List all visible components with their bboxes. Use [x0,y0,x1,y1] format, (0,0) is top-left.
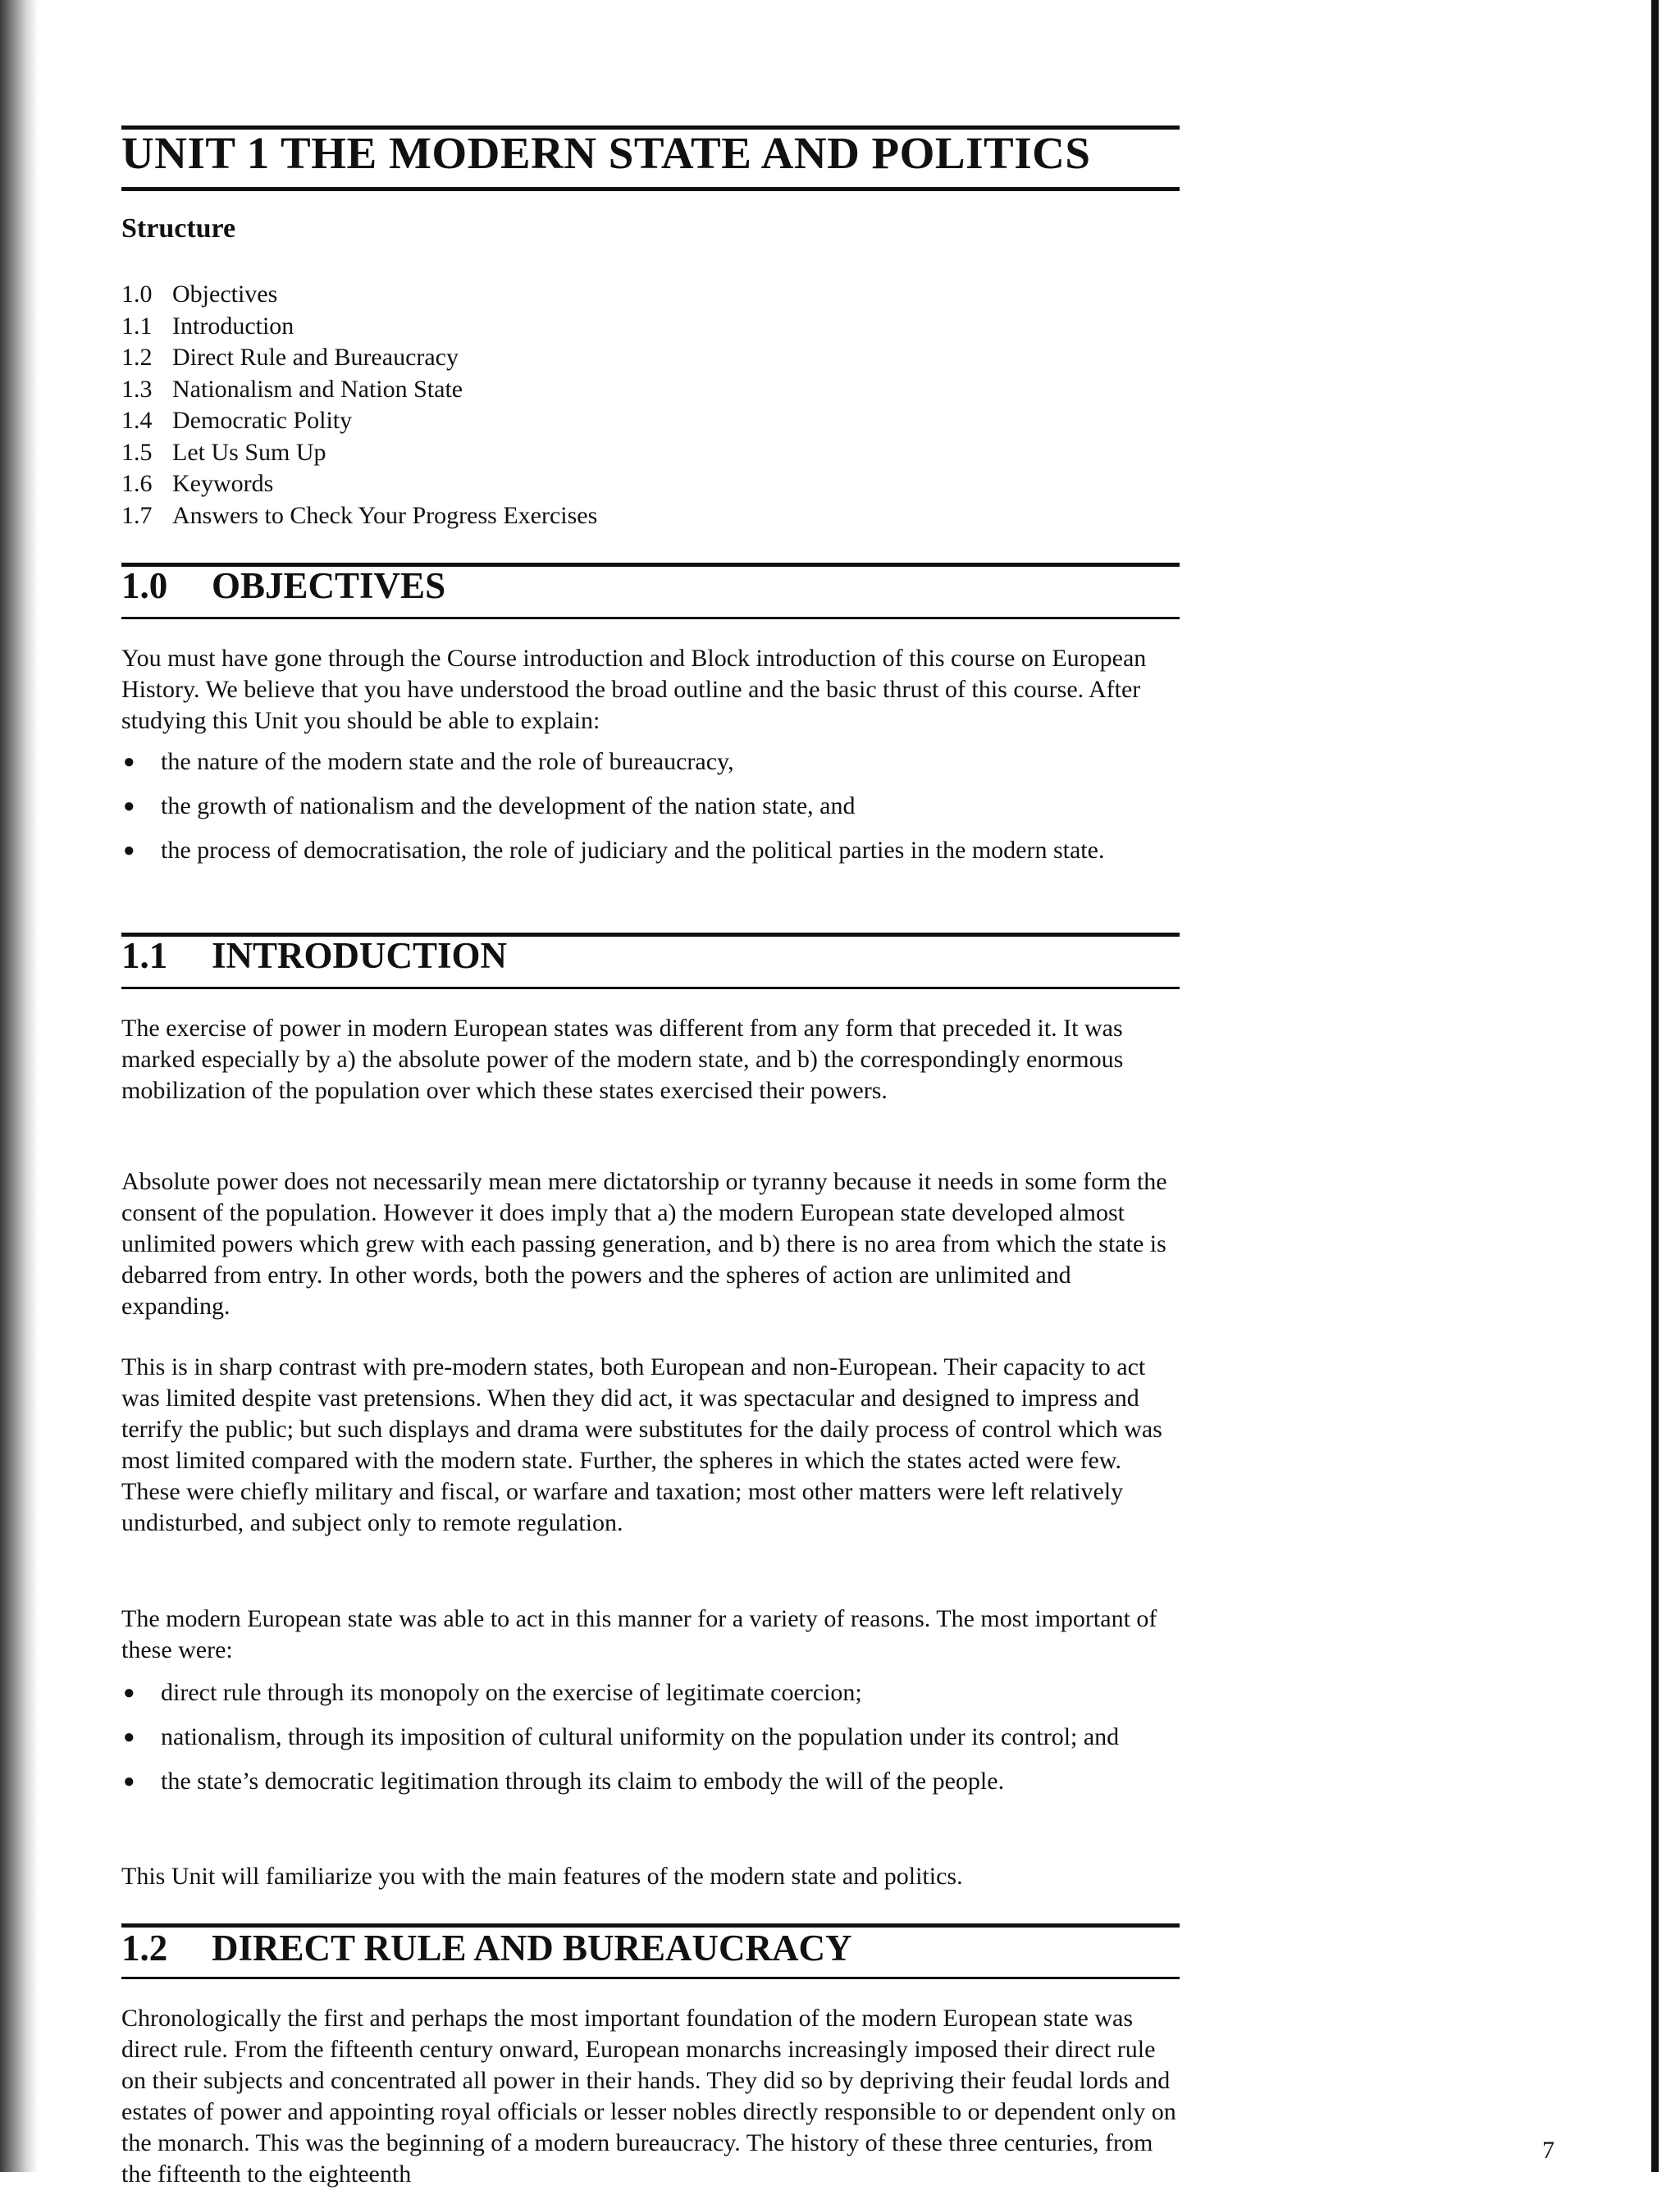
introduction-paragraph: This is in sharp contrast with pre-modern states, both European and non-European. Their capacity to act was limited despite vast pretensions. When they did act, it was spectacular and designed to impress and terrify the public; but such displays and drama were substitutes for the daily process of control which was most limited compared with the modern state. Further, the spheres in which the states acted were few. These were chiefly military and fiscal, or warfare and taxation; most other matters were left relatively undisturbed, and subject only to remote regulation. [121,1353,1162,1536]
introduction-paragraph: This Unit will familiarize you with the main features of the modern state and politics. [121,1863,963,1890]
list-item: ● direct rule through its monopoly on the exercise of legitimate coercion; [121,1677,1180,1709]
introduction-paragraph: The exercise of power in modern European states was different from any form that preceded it. It was marked especially by a) the absolute power of the modern state, and b) the correspondingly enormous mobilization of the population over which these states exercised their powers. [121,1015,1124,1104]
list-item: ● the growth of nationalism and the development of the nation state, and [121,791,1180,822]
toc-item: 1.4 Democratic Polity [121,407,353,434]
section-rule-bottom [121,987,1180,989]
structure-heading: Structure [121,213,236,244]
objectives-intro: You must have gone through the Course introduction and Block introduction of this course on European History. We believe that you have understood the broad outline and the basic thrust of this course. After studying this Unit you should be able to explain: [121,645,1147,734]
section-rule-bottom [121,1977,1180,1979]
list-item: ● nationalism, through its imposition of cultural uniformity on the population under its control; and [121,1722,1180,1753]
section-heading-direct-rule: 1.2 DIRECT RULE AND BUREAUCRACY [121,1928,852,1969]
title-rule-bottom [121,187,1180,191]
list-item: ● the process of democratisation, the role of judiciary and the political parties in the modern state. [121,835,1180,866]
scan-left-edge [0,0,38,2172]
unit-title: UNIT 1 THE MODERN STATE AND POLITICS [121,128,1091,178]
toc-item: 1.2 Direct Rule and Bureaucracy [121,344,459,371]
section-rule-bottom [121,617,1180,619]
toc-item: 1.7 Answers to Check Your Progress Exercises [121,501,598,529]
list-item: ● the state’s democratic legitimation through its claim to embody the will of the people. [121,1766,1180,1797]
toc-item: 1.6 Keywords [121,470,274,497]
introduction-paragraph: The modern European state was able to act in this manner for a variety of reasons. The most important of these were: [121,1605,1157,1663]
list-item: ● the nature of the modern state and the role of bureaucracy, [121,746,1180,778]
toc-item: 1.3 Nationalism and Nation State [121,375,463,403]
toc-item: 1.1 Introduction [121,312,294,340]
introduction-paragraph: Absolute power does not necessarily mean mere dictatorship or tyranny because it needs in some form the consent of the population. However it does imply that a) the modern European state developed almost unlimited powers which grew with each passing generation, and b) there is no area from which the state is debarred from entry. In other words, both the powers and the spheres of action are unlimited and expanding. [121,1168,1167,1320]
toc-item: 1.5 Let Us Sum Up [121,438,326,466]
page-number: 7 [1542,2137,1554,2164]
toc-item: 1.0 Objectives [121,281,278,308]
introduction-list [121,1677,1180,1810]
scan-right-edge [1651,0,1659,2172]
section-heading-introduction: 1.1 INTRODUCTION [121,935,508,976]
objectives-list [121,746,1180,879]
structure-list [121,279,597,532]
direct-rule-paragraph: Chronologically the first and perhaps the most important foundation of the modern European state was direct rule. From the fifteenth century onward, European monarchs increasingly imposed their direct rule on their subjects and concentrated all power in their hands. They did so by depriving their feudal lords and estates of power and appointing royal officials or lesser nobles directly responsible to or dependent only on the monarch. This was the beginning of a modern bureaucracy. The history of these three centuries, from the fifteenth to the eighteenth [121,2005,1176,2188]
section-heading-objectives: 1.0 OBJECTIVES [121,565,446,606]
